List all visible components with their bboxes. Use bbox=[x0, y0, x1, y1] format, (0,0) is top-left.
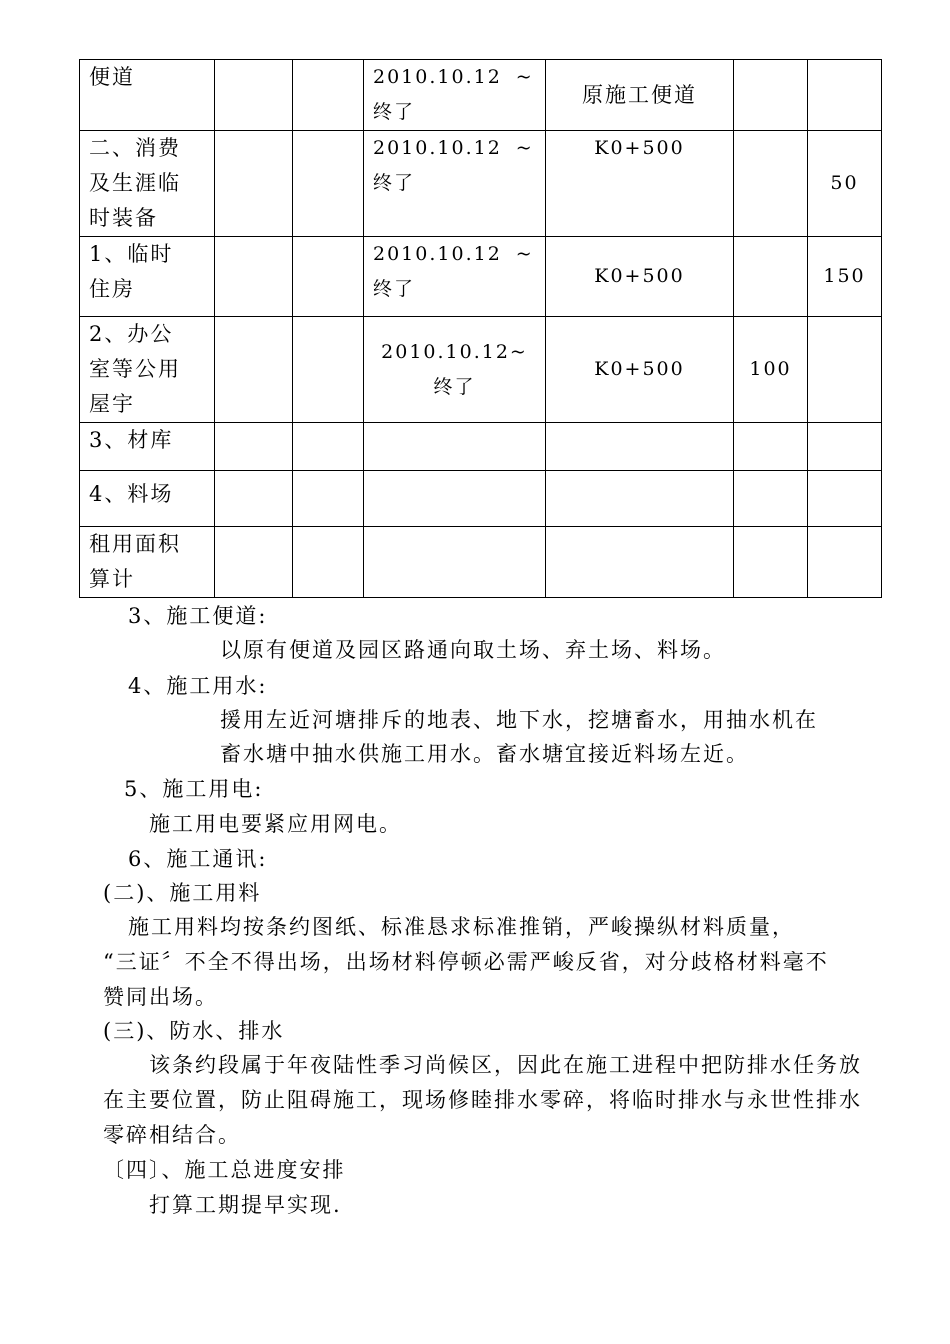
section-heading: 5、施工用电: bbox=[124, 777, 264, 801]
table-cell: 1、临时 住房 bbox=[80, 237, 215, 317]
table-cell: 租用面积 算计 bbox=[80, 527, 215, 598]
table-cell bbox=[364, 471, 546, 527]
table-cell bbox=[734, 60, 808, 131]
paragraph-line: 援用左近河塘排斥的地表、地下水，挖塘畜水，用抽水机在 bbox=[220, 708, 818, 732]
paragraph-line: 施工用电要紧应用网电。 bbox=[149, 812, 402, 836]
section-heading: 6、施工通讯: bbox=[128, 847, 268, 871]
table-row bbox=[80, 423, 882, 471]
table-cell bbox=[808, 60, 882, 131]
table-cell: 100 bbox=[734, 317, 808, 423]
paragraph-line: 畜水塘中抽水供施工用水。畜水塘宜接近料场左近。 bbox=[220, 742, 749, 766]
table-cell bbox=[293, 60, 364, 131]
table-cell bbox=[215, 60, 293, 131]
table-cell: 2010.10.12 ~ 终了 bbox=[364, 131, 546, 237]
table-cell: 2010.10.12 ~ 终了 bbox=[364, 60, 546, 131]
table-cell: 便道 bbox=[80, 60, 215, 131]
section-heading: 〔四〕、施工总进度安排 bbox=[103, 1158, 346, 1182]
paragraph-line: 在主要位置，防止阻碍施工，现场修睦排水零碎，将临时排水与永世性排水 bbox=[103, 1088, 862, 1112]
paragraph-line: 零碎相结合。 bbox=[103, 1123, 241, 1147]
table-cell: K0+500 bbox=[546, 317, 734, 423]
table-cell: 3、材库 bbox=[80, 423, 215, 471]
table-cell bbox=[734, 527, 808, 598]
table-cell: 4、料场 bbox=[80, 471, 215, 527]
paragraph-line: 以原有便道及园区路通向取土场、弃土场、料场。 bbox=[220, 638, 726, 662]
table-cell: 原施工便道 bbox=[546, 60, 734, 131]
table-cell: 2010.10.12 ~ 终了 bbox=[364, 237, 546, 317]
table-cell bbox=[734, 471, 808, 527]
table-row bbox=[80, 527, 882, 598]
table-cell: K0+500 bbox=[546, 237, 734, 317]
paragraph-line: 打算工期提早实现. bbox=[149, 1193, 342, 1217]
table-cell bbox=[808, 471, 882, 527]
table-row bbox=[80, 131, 882, 237]
paragraph-line: 该条约段属于年夜陆性季习尚候区，因此在施工进程中把防排水任务放 bbox=[149, 1053, 862, 1077]
table-cell bbox=[734, 423, 808, 471]
table-cell bbox=[546, 423, 734, 471]
table-row bbox=[80, 317, 882, 423]
table-cell: 150 bbox=[808, 237, 882, 317]
table-cell bbox=[364, 527, 546, 598]
table-cell: 2、办公 室等公用 屋宇 bbox=[80, 317, 215, 423]
table-cell: 2010.10.12~ 终了 bbox=[364, 317, 546, 423]
table-row bbox=[80, 237, 882, 317]
section-heading: 3、施工便道: bbox=[128, 604, 268, 628]
paragraph-line: “三证〞不全不得出场，出场材料停顿必需严峻反省，对分歧格材料毫不 bbox=[103, 950, 829, 974]
table-cell bbox=[808, 423, 882, 471]
table-cell bbox=[808, 317, 882, 423]
table-cell bbox=[293, 471, 364, 527]
facilities-table bbox=[79, 59, 882, 598]
paragraph-line: 施工用料均按条约图纸、标准恳求标准推销，严峻操纵材料质量， bbox=[128, 915, 795, 939]
table-cell bbox=[215, 237, 293, 317]
section-heading: 4、施工用水: bbox=[128, 674, 268, 698]
table-cell bbox=[215, 471, 293, 527]
section-heading: (三)、防水、排水 bbox=[103, 1019, 285, 1043]
table-row bbox=[80, 471, 882, 527]
table-cell bbox=[215, 423, 293, 471]
table-cell bbox=[293, 237, 364, 317]
table-cell bbox=[364, 423, 546, 471]
table-cell bbox=[293, 131, 364, 237]
table-cell: 二、消费 及生涯临 时装备 bbox=[80, 131, 215, 237]
table-cell bbox=[546, 471, 734, 527]
table-cell bbox=[293, 317, 364, 423]
table-row bbox=[80, 60, 882, 131]
table-cell bbox=[215, 527, 293, 598]
table-cell bbox=[734, 131, 808, 237]
table-cell bbox=[734, 237, 808, 317]
section-heading: (二)、施工用料 bbox=[103, 881, 262, 905]
table-cell bbox=[546, 527, 734, 598]
table-cell: 50 bbox=[808, 131, 882, 237]
table-cell bbox=[215, 317, 293, 423]
table-cell bbox=[293, 527, 364, 598]
paragraph-line: 赞同出场。 bbox=[103, 985, 218, 1009]
table-cell bbox=[293, 423, 364, 471]
table-cell bbox=[215, 131, 293, 237]
table-cell: K0+500 bbox=[546, 131, 734, 237]
table-cell bbox=[808, 527, 882, 598]
